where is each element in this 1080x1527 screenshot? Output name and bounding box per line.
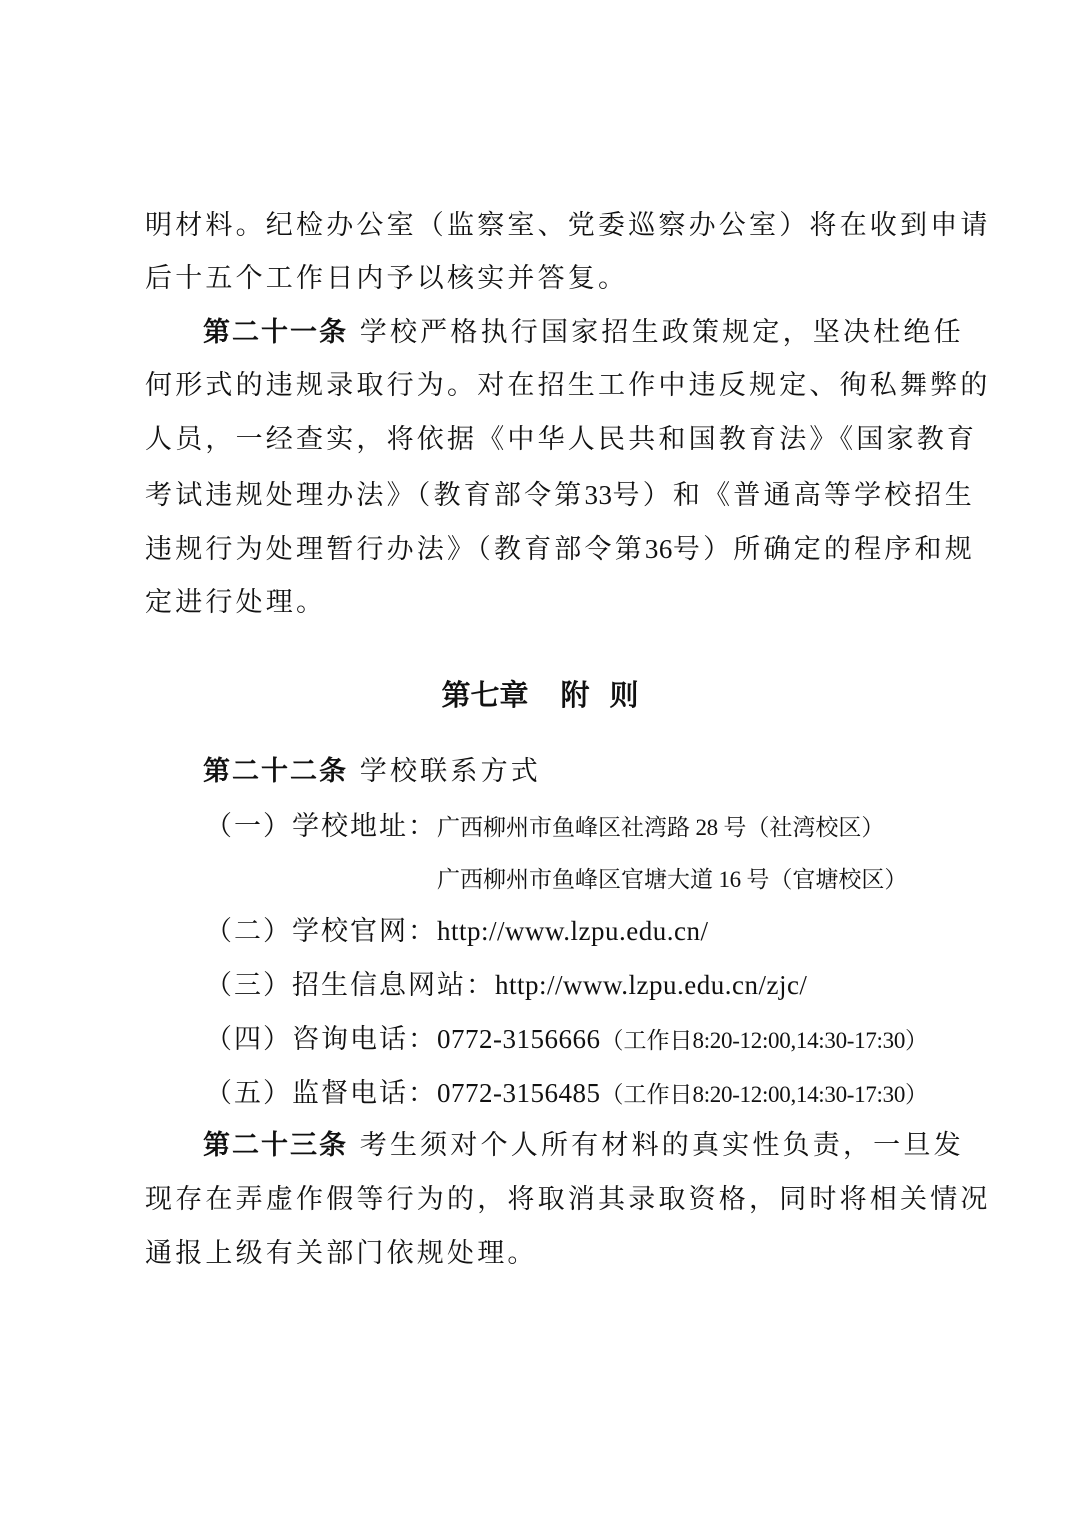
paragraph-line: 明材料。纪检办公室（监察室、党委巡察办公室）将在收到申请	[145, 210, 991, 241]
hours-suffix: ）	[905, 1082, 929, 1108]
article-22-heading: 第二十二条	[203, 756, 348, 787]
website-url[interactable]: http://www.lzpu.edu.cn/	[437, 916, 709, 946]
paragraph-line: 现存在弄虚作假等行为的，将取消其录取资格，同时将相关情况	[145, 1184, 991, 1215]
paragraph-line: 通报上级有关部门依规处理。	[145, 1238, 538, 1269]
text-segment: 考试违规处理办法》（教育部令第	[145, 480, 585, 511]
article-23-text: 考生须对个人所有材料的真实性负责，一旦发	[348, 1130, 964, 1161]
text-segment: 号）所确定的程序和规	[672, 534, 975, 565]
article-21-heading: 第二十一条	[203, 317, 348, 348]
consult-phone-line	[205, 1019, 945, 1061]
paragraph-line	[145, 529, 975, 570]
admission-site-url[interactable]: http://www.lzpu.edu.cn/zjc/	[495, 970, 808, 1000]
article-23-line	[203, 1126, 964, 1166]
chapter-heading	[0, 675, 1080, 715]
chapter-title-b: 则	[609, 678, 639, 712]
paragraph-line: 人员，一经查实，将依据《中华人民共和国教育法》《国家教育	[145, 424, 978, 455]
address-text: 号（官塘校区）	[746, 867, 908, 893]
hours-suffix: ）	[905, 1028, 929, 1054]
address-number: 28	[690, 815, 724, 840]
office-hours: 8:20-12:00,14:30-17:30	[692, 1028, 906, 1053]
admission-site-line	[205, 965, 945, 1006]
article-22-line	[203, 752, 945, 792]
address-label: （一）学校地址：	[205, 811, 437, 842]
chapter-title-a: 附	[560, 678, 590, 712]
paragraph-line: 后十五个工作日内予以核实并答复。	[145, 263, 629, 294]
consult-phone-label: （四）咨询电话：	[205, 1024, 437, 1055]
article-22-text: 学校联系方式	[348, 756, 541, 787]
supervise-phone-label: （五）监督电话：	[205, 1078, 437, 1109]
website-line	[205, 911, 945, 952]
paragraph-line: 何形式的违规录取行为。对在招生工作中违反规定、徇私舞弊的	[145, 370, 991, 401]
address-line-2	[437, 859, 945, 900]
admission-site-label: （三）招生信息网站：	[205, 970, 495, 1001]
text-segment: 号）和《普通高等学校招生	[612, 480, 975, 511]
paragraph-line: 定进行处理。	[145, 587, 327, 618]
decree-number: 36	[644, 534, 673, 564]
hours-prefix: （工作日	[600, 1082, 693, 1108]
supervise-phone-line	[205, 1073, 945, 1115]
decree-number: 33	[584, 480, 613, 510]
article-23-heading: 第二十三条	[203, 1130, 348, 1161]
address-line	[205, 807, 945, 848]
address-text: 广西柳州市鱼峰区社湾路	[437, 815, 690, 841]
paragraph-line	[145, 475, 975, 516]
office-hours: 8:20-12:00,14:30-17:30	[692, 1082, 906, 1107]
address-text: 号（社湾校区）	[723, 815, 885, 841]
consult-phone-number: 0772-3156666	[437, 1024, 601, 1054]
article-21-line	[203, 313, 964, 353]
article-21-text: 学校严格执行国家招生政策规定，坚决杜绝任	[348, 317, 964, 348]
address-number: 16	[713, 867, 747, 892]
address-text: 广西柳州市鱼峰区官塘大道	[437, 867, 713, 893]
hours-prefix: （工作日	[600, 1028, 693, 1054]
text-segment: 违规行为处理暂行办法》（教育部令第	[145, 534, 645, 565]
supervise-phone-number: 0772-3156485	[437, 1078, 601, 1108]
website-label: （二）学校官网：	[205, 916, 437, 947]
chapter-number: 第七章	[441, 678, 529, 712]
